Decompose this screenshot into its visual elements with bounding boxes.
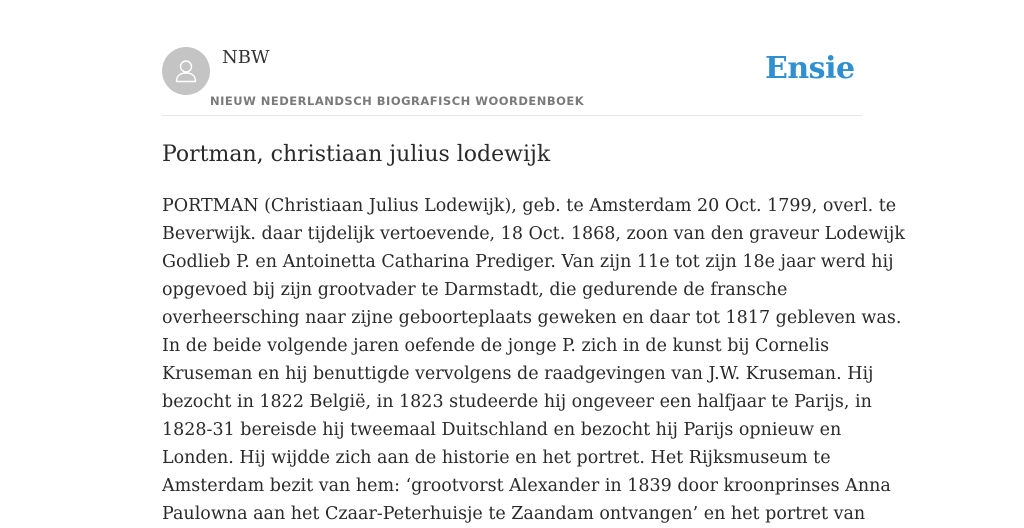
article-body-line: opgevoed bij zijn grootvader te Darmstadt, die gedurende de fransche [162, 280, 788, 300]
article-body [162, 192, 905, 528]
article-body-line: Godlieb P. en Antoinetta Catharina Prediger. Van zijn 11e tot zijn 18e jaar werd hij [162, 252, 894, 272]
article-body-line: Londen. Hij wijdde zich aan de historie en het portret. Het Rijksmuseum te [162, 448, 831, 468]
header-divider [162, 115, 862, 116]
article-body-line: Amsterdam bezit van hem: ‘grootvorst Alexander in 1839 door kroonprinses Anna [162, 476, 891, 496]
article-body-line: In de beide volgende jaren oefende de jonge P. zich in de kunst bij Cornelis [162, 336, 830, 356]
ensie-logo[interactable]: Ensie [765, 51, 855, 86]
article-body-line: overheersching naar zijne geboorteplaats geweken en daar tot 1817 gebleven was. [162, 308, 902, 328]
source-abbreviation[interactable]: NBW [222, 47, 270, 68]
article-body-line: PORTMAN (Christiaan Julius Lodewijk), geb. te Amsterdam 20 Oct. 1799, overl. te [162, 196, 897, 216]
source-full-name[interactable]: NIEUW NEDERLANDSCH BIOGRAFISCH WOORDENBOEK [210, 94, 585, 108]
article-body-line: bezocht in 1822 België, in 1823 studeerde hij ongeveer een halfjaar te Parijs, in [162, 392, 872, 412]
article-body-line: 1828-31 bereisde hij tweemaal Duitschland en bezocht hij Parijs opnieuw en [162, 420, 842, 440]
article-title: Portman, christiaan julius lodewijk [162, 142, 551, 167]
article-body-line: Beverwijk. daar tijdelijk vertoevende, 18 Oct. 1868, zoon van den graveur Lodewijk [162, 224, 905, 244]
avatar[interactable] [162, 47, 210, 95]
article-body-line: Kruseman en hij benuttigde vervolgens de raadgevingen van J.W. Kruseman. Hij [162, 364, 874, 384]
user-icon [171, 56, 201, 86]
article-body-line: Paulowna aan het Czaar-Peterhuisje te Zaandam ontvangen’ en het portret van [162, 504, 866, 524]
